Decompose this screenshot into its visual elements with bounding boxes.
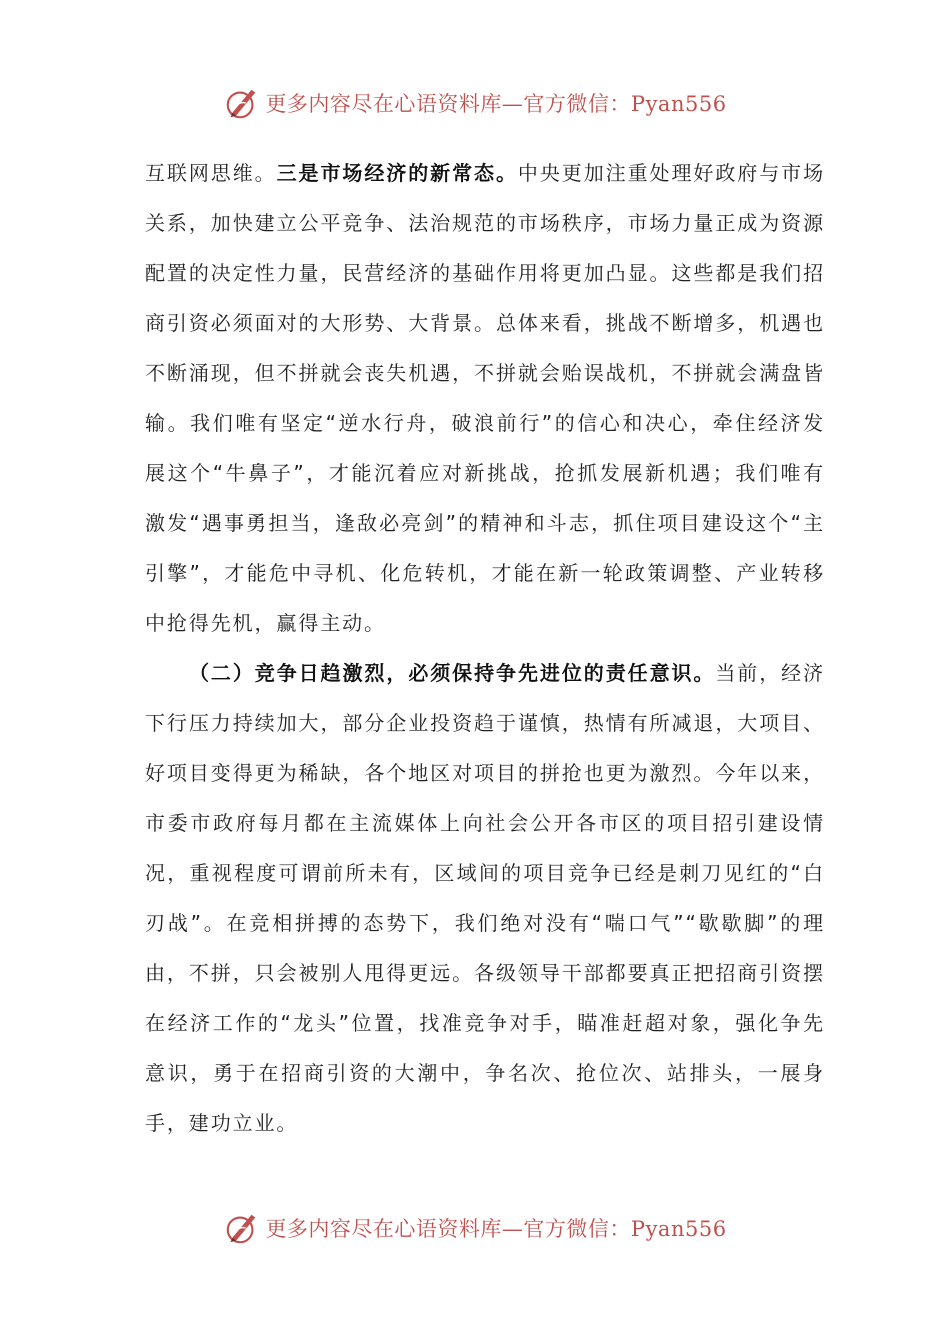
paragraph-1-lead: 互联网思维。 xyxy=(145,161,277,185)
paragraph-2-text: 当前，经济下行压力持续加大，部分企业投资趋于谨慎，热情有所减退，大项目、好项目变得更为稀缺，各个地区对项目的拼抢也更为激烈。今年以来，市委市政府每月都在主流媒体上向社会公开各市区的项目招引建设情况，重视程度可谓前所未有，区域间的项目竞争已经是刺刀见红的“白刃战”。在竞相拼搏的态势下，我们绝对没有“喘口气”“歇歇脚”的理由，不拼，只会被别人甩得更远。各级领导干部都要真正把招商引资摆在经济工作的“龙头”位置，找准竞争对手，瞄准赶超对象，强化争先意识，勇于在招商引资的大潮中，争名次、抢位次、站排头，一展身手，建功立业。 xyxy=(145,661,826,1135)
watermark-text: 更多内容尽在心语资料库—官方微信：Pyan556 xyxy=(265,92,727,116)
watermark-text: 更多内容尽在心语资料库—官方微信：Pyan556 xyxy=(265,1217,727,1241)
paragraph-1-text: 中央更加注重处理好政府与市场关系，加快建立公平竞争、法治规范的市场秩序，市场力量正成为资源配置的决定性力量，民营经济的基础作用将更加凸显。这些都是我们招商引资必须面对的大形势、大背景。总体来看，挑战不断增多，机遇也不断涌现，但不拼就会丧失机遇，不拼就会贻误战机，不拼就会满盘皆输。我们唯有坚定“逆水行舟，破浪前行”的信心和决心，牵住经济发展这个“牛鼻子”，才能沉着应对新挑战，抢抓发展新机遇；我们唯有激发“遇事勇担当，逢敌必亮剑”的精神和斗志，抓住项目建设这个“主引擎”，才能危中寻机、化危转机，才能在新一轮政策调整、产业转移中抢得先机，赢得主动。 xyxy=(145,161,825,635)
paragraph-1 xyxy=(145,148,825,648)
paragraph-2 xyxy=(145,648,825,1148)
footer-watermark xyxy=(0,1208,950,1248)
document-body xyxy=(145,148,825,1148)
header-watermark xyxy=(0,83,950,123)
paragraph-1-heading: 三是市场经济的新常态。 xyxy=(276,161,518,185)
pen-logo-icon xyxy=(223,84,261,122)
pen-logo-icon xyxy=(223,1209,261,1247)
paragraph-2-heading: （二）竞争日趋激烈，必须保持争先进位的责任意识。 xyxy=(189,661,716,685)
